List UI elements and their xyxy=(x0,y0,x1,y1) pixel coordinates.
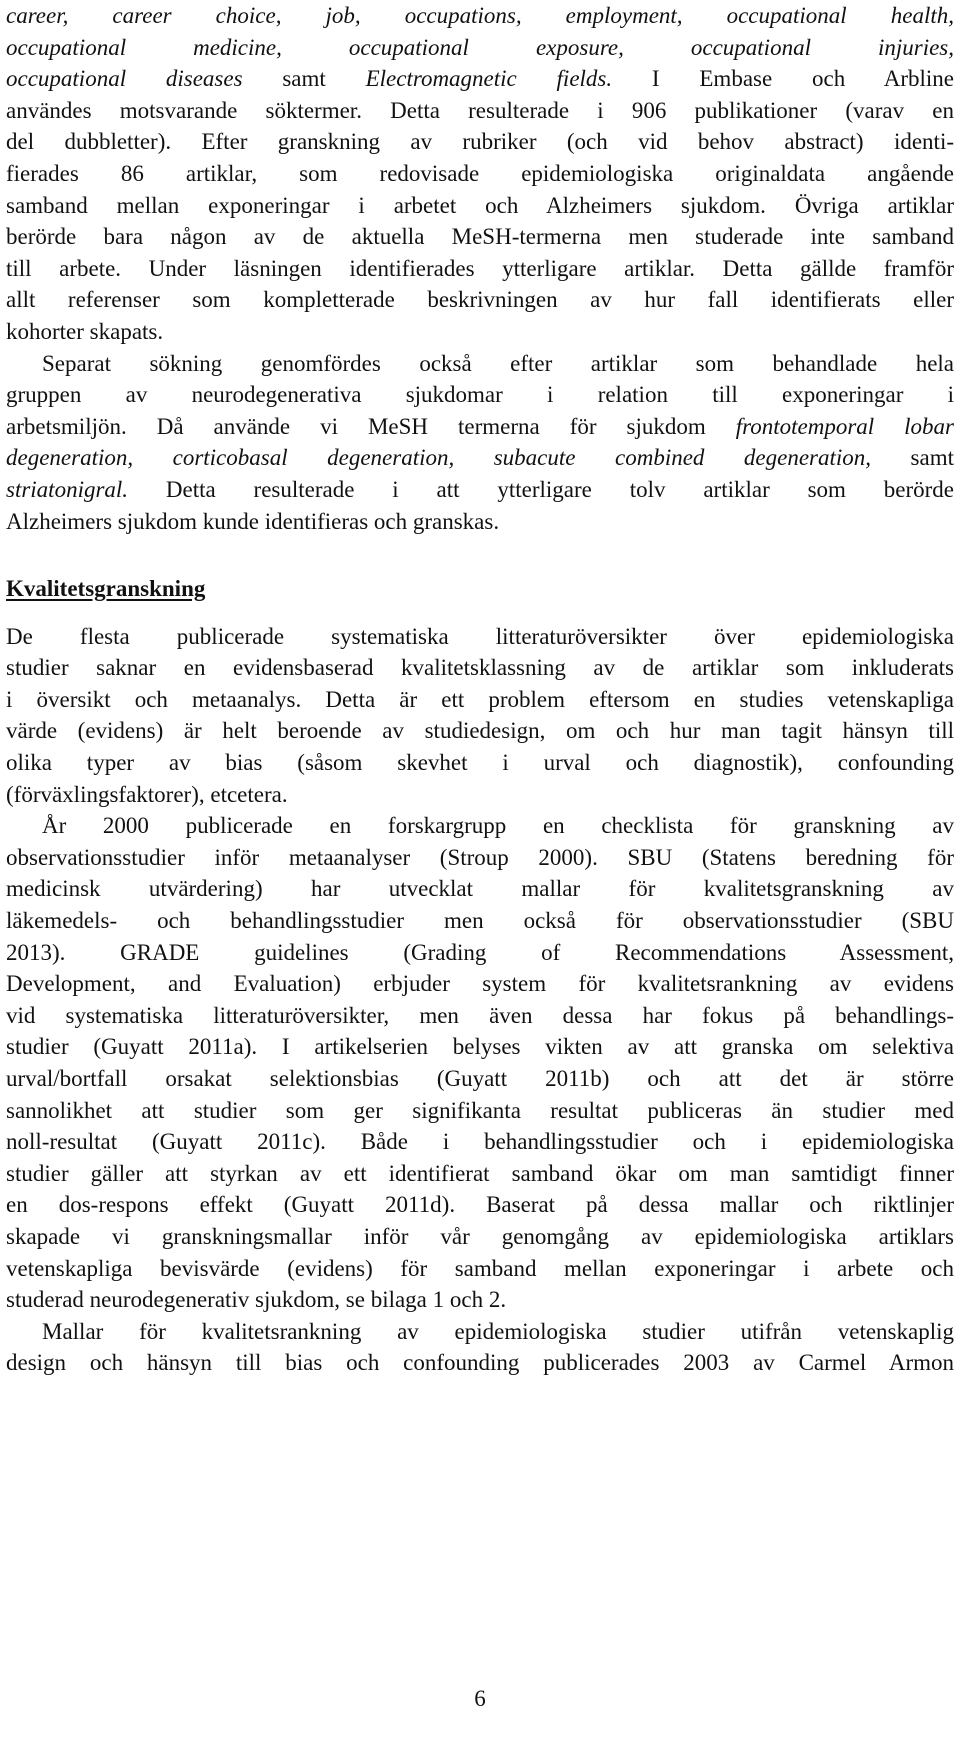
text-run: olika typer av bias (såsom skevhet i urval och diagnostik), confounding xyxy=(6,750,954,776)
section-heading: Kvalitetsgranskning xyxy=(6,576,206,602)
text-line xyxy=(6,937,954,969)
text-run: allt referenser som kompletterade beskrivningen av hur fall identifierats eller xyxy=(6,287,954,313)
document-page xyxy=(6,0,954,1379)
text-line xyxy=(6,1158,954,1190)
text-run: till arbete. Under läsningen identifierades ytterligare artiklar. Detta gällde framför xyxy=(6,255,954,281)
text-run: studerad neurodegenerativ sjukdom, se bilaga 1 och 2. xyxy=(6,1287,507,1313)
text-run: samband mellan exponeringar i arbetet och Alzheimers sjukdom. Övriga artiklar xyxy=(6,192,954,218)
text-line xyxy=(6,190,954,222)
text-run: en dos-respons effekt (Guyatt 2011d). Baserat på dessa mallar och riktlinjer xyxy=(6,1192,954,1218)
text-run: del dubbletter). Efter granskning av rubriker (och vid behov abstract) identi- xyxy=(6,129,954,155)
text-run: studier gäller att styrkan av ett identifierat samband ökar om man samtidigt finner xyxy=(6,1160,954,1186)
italic-run: degeneration, corticobasal degeneration, subacute combined degeneration, xyxy=(6,445,872,471)
text-run: medicinsk utvärdering) har utvecklat mallar för kvalitetsgranskning av xyxy=(6,876,954,902)
text-run: År 2000 publicerade en forskargrupp en checklista för granskning av xyxy=(42,813,954,839)
text-line xyxy=(6,621,954,653)
text-line xyxy=(6,442,954,474)
text-run: Separat sökning genomfördes också efter artiklar som behandlade hela xyxy=(42,350,954,376)
text-line xyxy=(6,379,954,411)
text-line xyxy=(6,1031,954,1063)
text-run: arbetsmiljön. Då använde vi MeSH termerna för sjukdom xyxy=(6,413,736,439)
text-line xyxy=(6,1253,954,1285)
text-line xyxy=(6,747,954,779)
text-line xyxy=(6,1000,954,1032)
text-line xyxy=(6,348,954,380)
text-run: skapade vi granskningsmallar inför vår genomgång av epidemiologiska artiklars xyxy=(6,1223,954,1249)
text-run: i översikt och metaanalys. Detta är ett problem eftersom en studies vetenskapliga xyxy=(6,686,954,712)
italic-run: frontotemporal lobar xyxy=(735,413,954,439)
text-line xyxy=(6,63,954,95)
text-run: I Embase och Arbline xyxy=(612,66,954,92)
heading-spacer xyxy=(6,605,954,621)
text-run: design och hänsyn till bias och confounding publicerades 2003 av Carmel Armon xyxy=(6,1350,954,1376)
text-run: studier saknar en evidensbaserad kvalitetsklassning av de artiklar som inkluderats xyxy=(6,655,954,681)
text-run: samt xyxy=(871,445,954,471)
text-run: sannolikhet att studier som ger signifikanta resultat publiceras än studier med xyxy=(6,1097,954,1123)
paragraph-separate-search xyxy=(6,348,954,538)
paragraph-search-terms xyxy=(6,0,954,348)
paragraph-quality-1 xyxy=(6,621,954,811)
text-line xyxy=(6,126,954,158)
section-spacer xyxy=(6,537,954,573)
text-run: vetenskapliga bevisvärde (evidens) för samband mellan exponeringar i arbete och xyxy=(6,1255,954,1281)
text-run: Mallar för kvalitetsrankning av epidemiologiska studier utifrån vetenskaplig xyxy=(42,1318,954,1344)
text-line xyxy=(6,221,954,253)
text-line xyxy=(6,158,954,190)
text-run: gruppen av neurodegenerativa sjukdomar i relation till exponeringar i xyxy=(6,382,954,408)
text-line xyxy=(6,1316,954,1348)
text-line xyxy=(6,95,954,127)
italic-run: striatonigral. xyxy=(6,476,129,502)
text-line xyxy=(6,253,954,285)
italic-run: occupational diseases xyxy=(6,66,243,92)
text-line xyxy=(6,842,954,874)
text-line xyxy=(6,1347,954,1379)
text-run: användes motsvarande söktermer. Detta resulterade i 906 publikationer (varav en xyxy=(6,97,954,123)
text-run: studier (Guyatt 2011a). I artikelserien belyses vikten av att granska om selektiva xyxy=(6,1034,954,1060)
text-line xyxy=(6,715,954,747)
italic-run: career, career choice, job, occupations, employment, occupational health, xyxy=(6,3,954,28)
text-line xyxy=(6,506,954,538)
text-line xyxy=(6,316,954,348)
text-line xyxy=(6,905,954,937)
text-run: läkemedels- och behandlingsstudier men också för observationsstudier (SBU xyxy=(6,908,954,934)
text-run: (förväxlingsfaktorer), etcetera. xyxy=(6,781,288,807)
text-run: Development, and Evaluation) erbjuder system för kvalitetsrankning av evidens xyxy=(6,971,954,997)
text-run: värde (evidens) är helt beroende av studiedesign, om och hur man tagit hänsyn till xyxy=(6,718,954,744)
text-line xyxy=(6,474,954,506)
text-run: observationsstudier inför metaanalyser (Stroup 2000). SBU (Statens beredning för xyxy=(6,844,954,870)
text-run: kohorter skapats. xyxy=(6,318,164,344)
text-line xyxy=(6,810,954,842)
italic-run: Electromagnetic fields. xyxy=(365,66,613,92)
text-line xyxy=(6,1063,954,1095)
text-run: noll-resultat (Guyatt 2011c). Både i behandlingsstudier och i epidemiologiska xyxy=(6,1129,954,1155)
text-line xyxy=(6,1126,954,1158)
text-line xyxy=(6,32,954,64)
text-run: vid systematiska litteraturöversikter, men även dessa har fokus på behandlings- xyxy=(6,1002,954,1028)
text-line xyxy=(6,652,954,684)
text-run: urval/bortfall orsakat selektionsbias (Guyatt 2011b) och att det är större xyxy=(6,1066,954,1091)
text-line xyxy=(6,968,954,1000)
text-line xyxy=(6,284,954,316)
text-run: Alzheimers sjukdom kunde identifieras och granskas. xyxy=(6,508,500,534)
page-number: 6 xyxy=(474,1686,486,1711)
text-line xyxy=(6,1095,954,1127)
text-run: De flesta publicerade systematiska litteraturöversikter över epidemiologiska xyxy=(6,623,954,649)
text-run: fierades 86 artiklar, som redovisade epidemiologiska originaldata angående xyxy=(6,160,954,186)
paragraph-quality-2 xyxy=(6,810,954,1316)
text-line xyxy=(6,873,954,905)
text-run: 2013). GRADE guidelines (Grading of Recommendations Assessment, xyxy=(6,939,954,965)
text-line xyxy=(6,1221,954,1253)
text-line xyxy=(6,684,954,716)
text-run: berörde bara någon av de aktuella MeSH-termerna men studerade inte samband xyxy=(6,224,954,250)
italic-run: occupational medicine, occupational exposure, occupational injuries, xyxy=(6,34,954,60)
paragraph-quality-3 xyxy=(6,1316,954,1379)
text-run: Detta resulterade i att ytterligare tolv artiklar som berörde xyxy=(128,476,954,502)
text-line xyxy=(6,1284,954,1316)
text-line xyxy=(6,779,954,811)
text-run: samt xyxy=(242,66,366,92)
text-line xyxy=(6,411,954,443)
text-line xyxy=(6,1189,954,1221)
text-line xyxy=(6,0,954,32)
